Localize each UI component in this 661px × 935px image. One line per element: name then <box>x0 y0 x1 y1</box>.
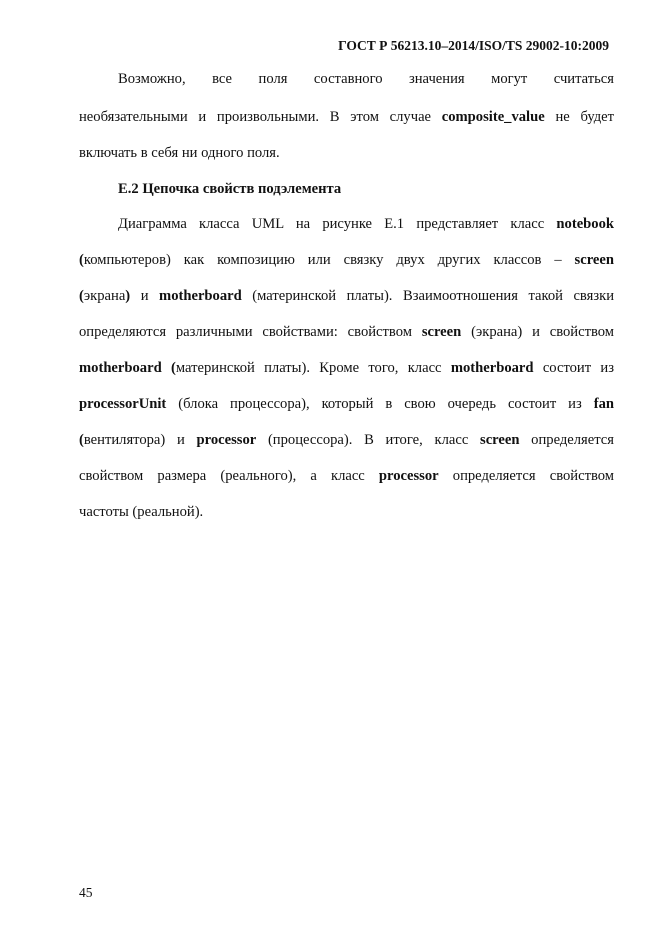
text-span: (процессора). В итоге, класс <box>256 432 481 448</box>
text-span: Диаграмма класса UML на рисунке Е.1 представляет класс <box>118 216 557 232</box>
text-span: (материнской платы). Взаимоотношения такой связки <box>241 288 615 304</box>
text-span: ( <box>79 252 84 268</box>
text-span: экрана <box>83 288 126 304</box>
text-span: не будет <box>544 109 614 125</box>
text-span: определяется <box>519 432 614 448</box>
term-motherboard: motherboard <box>159 288 242 304</box>
text-span: ( <box>161 360 176 376</box>
term-screen: screen <box>480 432 520 448</box>
term-motherboard: motherboard <box>450 360 534 376</box>
paragraph-2-line-5 <box>79 361 614 376</box>
paragraph-2-line-7 <box>79 433 614 448</box>
paragraph-2-line-1 <box>118 217 614 232</box>
paragraph-1-line-3: включать в себя ни одного поля. <box>79 145 280 161</box>
term-processor-unit: processorUnit <box>79 396 167 412</box>
term-notebook: notebook <box>556 216 614 232</box>
text-span: необязательными и произвольными. В этом случае <box>79 109 442 125</box>
text-span: (экрана) и свойством <box>461 324 614 340</box>
text-span: вентилятора) и <box>83 432 197 448</box>
paragraph-2-line-2 <box>79 253 614 268</box>
paragraph-1-line-1: Возможно, все поля составного значения могут считаться <box>118 71 614 87</box>
paragraph-1-line-2 <box>79 110 614 125</box>
text-span: определяются различными свойствами: свойством <box>79 324 422 340</box>
paragraph-2-line-8 <box>79 469 614 484</box>
text-span: состоит из <box>533 360 614 376</box>
text-span: ( <box>79 288 84 304</box>
standard-header: ГОСТ Р 56213.10–2014/ISO/TS 29002-10:2009 <box>338 38 609 53</box>
term-screen: screen <box>574 252 614 268</box>
page-number: 45 <box>79 885 93 900</box>
paragraph-2-line-3 <box>79 289 614 304</box>
paragraph-2-line-6 <box>79 397 614 412</box>
term-processor: processor <box>378 468 439 484</box>
paragraph-2-line-9: частоты (реальной). <box>79 504 204 520</box>
term-processor: processor <box>196 432 257 448</box>
term-fan: fan <box>593 396 614 412</box>
term-screen: screen <box>421 324 462 340</box>
text-span: и <box>130 288 160 304</box>
term-motherboard: motherboard <box>79 360 162 376</box>
paragraph-2-line-4 <box>79 325 614 340</box>
term-composite-value: composite_value <box>441 109 545 125</box>
text-span: компьютеров) как композицию или связку двух других классов – <box>83 252 575 268</box>
text-span: материнской платы). Кроме того, класс <box>175 360 451 376</box>
text-span: определяется свойством <box>438 468 614 484</box>
text-span: свойством размера (реального), а класс <box>79 468 379 484</box>
section-heading: Е.2 Цепочка свойств подэлемента <box>118 181 342 197</box>
text-span: ( <box>79 432 84 448</box>
text-span: ) <box>125 288 131 304</box>
text-span: (блока процессора), который в свою очередь состоит из <box>166 396 594 412</box>
